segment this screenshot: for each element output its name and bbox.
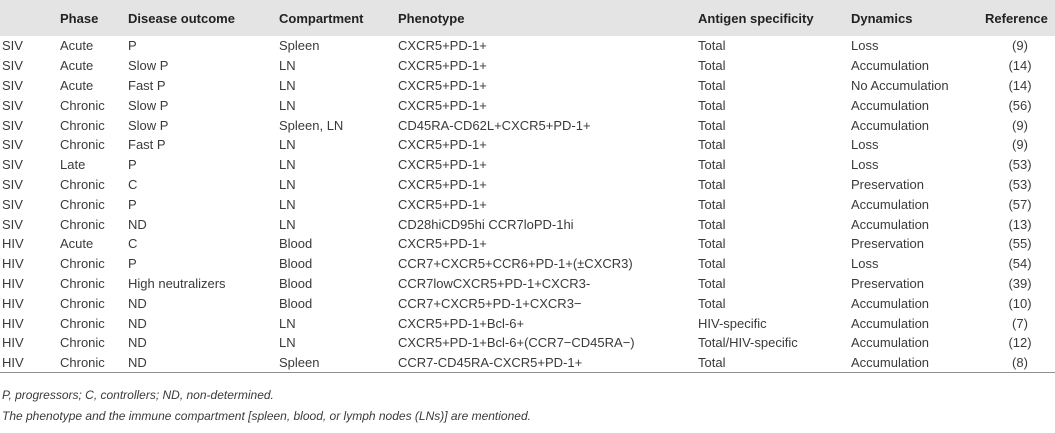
table-row xyxy=(0,274,1055,294)
cell-phase: Acute xyxy=(60,236,94,252)
cell-dynamics: Accumulation xyxy=(851,58,930,74)
table-row xyxy=(0,214,1055,234)
cell-species: SIV xyxy=(2,137,23,153)
cell-compartment: LN xyxy=(279,137,296,153)
cell-phase: Chronic xyxy=(60,335,105,351)
cell-reference: (39) xyxy=(1008,275,1032,291)
cell-compartment: LN xyxy=(279,196,296,212)
cell-antigen-specificity: Total xyxy=(698,38,726,54)
table-row xyxy=(0,254,1055,274)
cell-phase: Acute xyxy=(60,77,94,93)
cell-dynamics: Accumulation xyxy=(851,97,930,113)
cell-compartment: Spleen xyxy=(279,353,398,373)
cell-antigen-specificity: Total xyxy=(698,295,726,311)
cell-disease-outcome: P xyxy=(128,157,137,173)
cell-compartment: LN xyxy=(279,176,296,192)
cell-compartment: Blood xyxy=(279,295,313,311)
table-row xyxy=(0,194,1055,214)
cell-phase: Chronic xyxy=(60,275,105,291)
cell-compartment: LN xyxy=(279,58,296,74)
cell-species: SIV xyxy=(2,38,23,54)
cell-phase: Chronic xyxy=(60,117,105,133)
cell-disease-outcome: Fast P xyxy=(128,137,166,153)
cell-disease-outcome: P xyxy=(128,256,137,272)
cell-phenotype: CXCR5+PD-1+ xyxy=(398,58,487,74)
cell-phase: Chronic xyxy=(60,176,105,192)
cell-species: HIV xyxy=(0,353,60,373)
cell-disease-outcome: Fast P xyxy=(128,77,166,93)
cell-species: SIV xyxy=(2,117,23,133)
cell-disease-outcome: ND xyxy=(128,335,147,351)
table-header-row xyxy=(0,0,1055,36)
cell-phase: Chronic xyxy=(60,295,105,311)
header-antigen-specificity: Antigen specificity xyxy=(698,10,814,26)
table-row xyxy=(0,175,1055,195)
cell-disease-outcome: C xyxy=(128,236,138,252)
cell-phase: Acute xyxy=(60,58,94,74)
table-row xyxy=(0,76,1055,96)
table-footnotes xyxy=(2,385,531,427)
header-dynamics: Dynamics xyxy=(851,10,913,26)
cell-dynamics: Accumulation xyxy=(851,315,930,331)
cell-disease-outcome: High neutralizers xyxy=(128,275,226,291)
cell-phenotype: CXCR5+PD-1+ xyxy=(398,236,487,252)
cell-species: HIV xyxy=(2,315,24,331)
cell-antigen-specificity: Total/HIV-specific xyxy=(698,335,798,351)
cell-dynamics: No Accumulation xyxy=(851,77,949,93)
cell-species: SIV xyxy=(2,77,23,93)
cell-phenotype: CXCR5+PD-1+ xyxy=(398,137,487,153)
cell-disease-outcome: C xyxy=(128,176,138,192)
cell-phase: Chronic xyxy=(60,256,105,272)
cell-species: HIV xyxy=(2,275,24,291)
cell-phenotype: CD45RA-CD62L+CXCR5+PD-1+ xyxy=(398,117,591,133)
cell-phenotype: CXCR5+PD-1+ xyxy=(398,97,487,113)
header-disease-outcome: Disease outcome xyxy=(128,10,235,26)
cell-antigen-specificity: Total xyxy=(698,97,726,113)
cell-reference: (10) xyxy=(1008,295,1032,311)
cell-phenotype: CXCR5+PD-1+Bcl-6+ xyxy=(398,315,525,331)
cell-disease-outcome: ND xyxy=(128,216,147,232)
cell-reference: (53) xyxy=(1008,157,1032,173)
cell-reference: (14) xyxy=(1008,58,1032,74)
footnote-abbreviations: P, progressors; C, controllers; ND, non-determined. xyxy=(2,388,274,402)
cell-dynamics: Accumulation xyxy=(851,353,985,373)
cell-disease-outcome: P xyxy=(128,38,137,54)
cell-antigen-specificity: Total xyxy=(698,275,726,291)
cell-compartment: Blood xyxy=(279,256,313,272)
cell-phenotype: CCR7+CXCR5+PD-1+CXCR3− xyxy=(398,295,582,311)
table-row xyxy=(0,313,1055,333)
cell-species: SIV xyxy=(2,216,23,232)
cell-reference: (9) xyxy=(1012,117,1028,133)
cell-dynamics: Accumulation xyxy=(851,196,930,212)
cell-phenotype: CCR7+CXCR5+CCR6+PD-1+(±CXCR3) xyxy=(398,256,633,272)
cell-species: HIV xyxy=(2,256,24,272)
cell-phenotype: CCR7-CD45RA-CXCR5+PD-1+ xyxy=(398,353,698,373)
cell-species: SIV xyxy=(2,176,23,192)
table-row xyxy=(0,353,1055,373)
table-row xyxy=(0,115,1055,135)
cell-antigen-specificity: Total xyxy=(698,216,726,232)
cell-compartment: LN xyxy=(279,157,296,173)
cell-reference: (53) xyxy=(1008,176,1032,192)
cell-phase: Chronic xyxy=(60,353,128,373)
cell-disease-outcome: Slow P xyxy=(128,97,169,113)
cell-antigen-specificity: Total xyxy=(698,117,726,133)
cell-phase: Late xyxy=(60,157,86,173)
table-row xyxy=(0,333,1055,353)
cell-phenotype: CXCR5+PD-1+ xyxy=(398,196,487,212)
cell-disease-outcome: Slow P xyxy=(128,117,169,133)
cell-antigen-specificity: Total xyxy=(698,58,726,74)
cell-reference: (9) xyxy=(1012,137,1028,153)
cell-dynamics: Accumulation xyxy=(851,335,930,351)
cell-phenotype: CXCR5+PD-1+ xyxy=(398,77,487,93)
cell-antigen-specificity: Total xyxy=(698,77,726,93)
cell-phase: Chronic xyxy=(60,137,105,153)
cell-compartment: LN xyxy=(279,216,296,232)
cell-dynamics: Loss xyxy=(851,137,879,153)
cell-phase: Chronic xyxy=(60,315,105,331)
cell-dynamics: Preservation xyxy=(851,236,924,252)
cell-compartment: Spleen xyxy=(279,38,320,54)
cell-phenotype: CXCR5+PD-1+ xyxy=(398,176,487,192)
cell-species: HIV xyxy=(2,236,24,252)
cell-reference: (7) xyxy=(1012,315,1028,331)
cell-phenotype: CCR7lowCXCR5+PD-1+CXCR3- xyxy=(398,275,591,291)
cell-compartment: Blood xyxy=(279,236,313,252)
cell-reference: (12) xyxy=(1008,335,1032,351)
cell-reference: (54) xyxy=(1008,256,1032,272)
cell-phenotype: CD28hiCD95hi CCR7loPD-1hi xyxy=(398,216,574,232)
table-row xyxy=(0,56,1055,76)
header-species xyxy=(0,0,60,36)
cell-phase: Acute xyxy=(60,38,94,54)
cell-species: SIV xyxy=(2,97,23,113)
cell-antigen-specificity: Total xyxy=(698,196,726,212)
cell-reference: (13) xyxy=(1008,216,1032,232)
cell-dynamics: Preservation xyxy=(851,275,924,291)
cell-phenotype: CXCR5+PD-1+Bcl-6+(CCR7−CD45RA−) xyxy=(398,335,635,351)
cell-antigen-specificity: HIV-specific xyxy=(698,315,767,331)
header-phase: Phase xyxy=(60,10,99,26)
cell-disease-outcome: ND xyxy=(128,315,147,331)
table-row xyxy=(0,293,1055,313)
cell-phenotype: CXCR5+PD-1+ xyxy=(398,38,487,54)
header-compartment: Compartment xyxy=(279,10,364,26)
cell-antigen-specificity: Total xyxy=(698,256,726,272)
cell-dynamics: Loss xyxy=(851,256,879,272)
cell-compartment: LN xyxy=(279,315,296,331)
table-row xyxy=(0,95,1055,115)
cell-reference: (56) xyxy=(1008,97,1032,113)
cell-disease-outcome: Slow P xyxy=(128,58,169,74)
footnote-description: The phenotype and the immune compartment [spleen, blood, or lymph nodes (LNs)] are mentioned. xyxy=(2,409,531,423)
table-body xyxy=(0,36,1055,373)
cell-phase: Chronic xyxy=(60,97,105,113)
cell-phenotype: CXCR5+PD-1+ xyxy=(398,157,487,173)
cell-antigen-specificity: Total xyxy=(698,236,726,252)
cell-disease-outcome: ND xyxy=(128,353,279,373)
cell-compartment: LN xyxy=(279,97,296,113)
cell-reference: (8) xyxy=(985,353,1055,373)
cell-dynamics: Accumulation xyxy=(851,295,930,311)
cell-compartment: LN xyxy=(279,335,296,351)
cell-compartment: Spleen, LN xyxy=(279,117,344,133)
cell-dynamics: Preservation xyxy=(851,176,924,192)
cell-reference: (9) xyxy=(1012,38,1028,54)
cell-species: SIV xyxy=(2,58,23,74)
cell-species: HIV xyxy=(2,335,24,351)
cell-species: SIV xyxy=(2,196,23,212)
cell-dynamics: Accumulation xyxy=(851,117,930,133)
cell-phase: Chronic xyxy=(60,216,105,232)
cell-reference: (14) xyxy=(1008,77,1032,93)
cell-disease-outcome: ND xyxy=(128,295,147,311)
table-row xyxy=(0,135,1055,155)
cell-reference: (57) xyxy=(1008,196,1032,212)
cell-dynamics: Loss xyxy=(851,38,879,54)
table-row xyxy=(0,234,1055,254)
cell-disease-outcome: P xyxy=(128,196,137,212)
table-row xyxy=(0,155,1055,175)
cell-species: HIV xyxy=(2,295,24,311)
cell-reference: (55) xyxy=(1008,236,1032,252)
cell-antigen-specificity: Total xyxy=(698,176,726,192)
cell-dynamics: Accumulation xyxy=(851,216,930,232)
cell-phase: Chronic xyxy=(60,196,105,212)
cell-species: SIV xyxy=(2,157,23,173)
cell-antigen-specificity: Total xyxy=(698,353,851,373)
table-row xyxy=(0,36,1055,56)
cell-compartment: LN xyxy=(279,77,296,93)
cell-antigen-specificity: Total xyxy=(698,157,726,173)
header-reference: Reference xyxy=(985,10,1048,26)
cell-antigen-specificity: Total xyxy=(698,137,726,153)
cell-compartment: Blood xyxy=(279,275,313,291)
header-phenotype: Phenotype xyxy=(398,10,465,26)
cell-dynamics: Loss xyxy=(851,157,879,173)
